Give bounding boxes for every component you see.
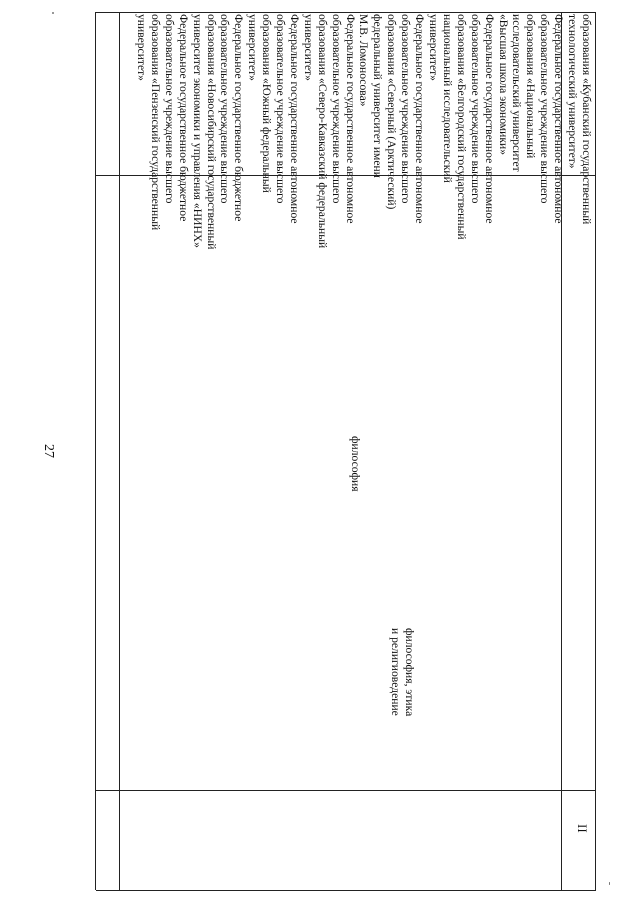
institutions-cell xyxy=(123,14,593,484)
institution-line: Федеральное государственное автономное xyxy=(482,14,496,224)
scan-speck xyxy=(609,882,610,885)
page-number: 27 xyxy=(41,444,56,458)
institution-line: Федеральное государственное автономное xyxy=(413,14,427,224)
institution-line: образовательное учреждение высшего xyxy=(162,14,176,204)
institution-line: образования «Новосибирский государственный xyxy=(204,14,218,250)
institution-line: образования «Северо-Кавказский федеральный xyxy=(315,14,329,249)
institution-line: Федеральное государственное бюджетное xyxy=(232,14,246,222)
institution-line: образования «Белгородский государственный xyxy=(454,14,468,240)
table-row-divider xyxy=(119,12,120,890)
specialty-text: философия xyxy=(349,436,362,492)
institution-line: национальный исследовательский xyxy=(440,14,454,183)
institution-line: образования «Пензенский государственный xyxy=(148,14,162,231)
institution-line: образования «Северный (Арктический) xyxy=(385,14,399,210)
institution-line: университет» xyxy=(427,14,441,81)
rotated-table xyxy=(96,12,596,890)
institution-line: образовательное учреждение высшего xyxy=(399,14,413,204)
table-border-right xyxy=(595,12,596,890)
institution-line: образовательное учреждение высшего xyxy=(468,14,482,204)
field-line: философия, этика xyxy=(403,628,416,717)
institution-line: образовательное учреждение высшего xyxy=(218,14,232,204)
table-border-top xyxy=(96,12,596,13)
institution-line: Федеральное государственное бюджетное xyxy=(176,14,190,222)
institution-line: образования «Южный федеральный xyxy=(260,14,274,193)
institution-line: федеральный университет имени xyxy=(371,14,385,178)
institutions-list xyxy=(134,14,593,249)
institution-line: Федеральное государственное автономное xyxy=(287,14,301,224)
institution-line: образовательное учреждение высшего xyxy=(274,14,288,204)
field-line: и религиоведение xyxy=(389,628,403,716)
specialty-cell xyxy=(348,436,362,492)
institution-line: образовательное учреждение высшего xyxy=(329,14,343,204)
institution-line: университет» xyxy=(246,14,260,81)
scan-speck xyxy=(52,12,54,14)
institution-line: «Высшая школа экономики» xyxy=(496,14,510,155)
institution-line: Федеральное государственное автономное xyxy=(343,14,357,224)
field-cell xyxy=(388,628,416,716)
table-border-bottom xyxy=(96,890,596,891)
institution-line: образовательное учреждение высшего xyxy=(538,14,552,204)
category-text: II xyxy=(575,824,590,833)
institution-line: Федеральное государственное автономное xyxy=(552,14,566,224)
institution-line: университет экономики и управления «НИНХ» xyxy=(190,14,204,248)
institution-line: М.В. Ломоносова» xyxy=(357,14,371,107)
category-cell xyxy=(575,824,589,833)
institution-line: университет» xyxy=(301,14,315,81)
institution-line: университет» xyxy=(135,14,148,81)
institution-line: исследовательский университет xyxy=(510,14,524,172)
institution-line: образования «Национальный xyxy=(524,14,538,159)
table-rule xyxy=(96,790,596,791)
institution-line: образования «Кубанский государственный xyxy=(580,14,593,225)
table-border-left xyxy=(95,12,96,890)
institution-line: технологический университет» xyxy=(566,14,580,169)
